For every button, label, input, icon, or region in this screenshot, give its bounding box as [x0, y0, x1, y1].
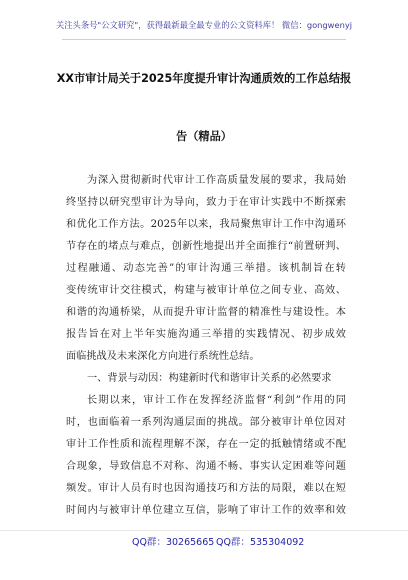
body-line: 时间内与被审计单位建立互信，影响了审计工作的效率和效 [66, 505, 346, 516]
banner-divider [62, 39, 346, 40]
body-line: 节存在的堵点与难点，创新性地提出并全面推行“前置研判、 [66, 241, 346, 252]
footer-qq-group-1: QQ群：30265665 [132, 537, 215, 548]
body-line: 审计工作性质和流程理解不深，存在一定的抵触情绪或不配 [66, 439, 346, 450]
page-footer [0, 530, 408, 553]
banner-text: 关注头条号"公文研究"，获得最新最全最专业的公文资料库！ 微信：gongwenyj [55, 20, 353, 30]
footer-qq-group-2: QQ群：535304092 [216, 537, 305, 548]
top-banner [0, 10, 408, 40]
body-line: 变传统审计交往模式，构建与被审计单位之间专业、高效、 [66, 285, 346, 296]
body-line: 终坚持以研究型审计为导向，致力于在审计实践中不断探索 [66, 197, 346, 208]
document-body [66, 170, 346, 522]
body-line: 和优化工作方法。2025年以来，我局聚焦审计工作中沟通环 [66, 219, 346, 230]
body-line: 长期以来，审计工作在发挥经济监督“利剑”作用的同 [87, 395, 346, 406]
document-title-continued: 告（精品） [176, 130, 232, 143]
body-line: 合现象，导致信息不对称、沟通不畅、事实认定困难等问题 [66, 461, 346, 472]
body-line: 过程融通、动态完善”的审计沟通三举措。该机制旨在转 [66, 263, 346, 274]
body-line: 时，也面临着一系列沟通层面的挑战。部分被审计单位因对 [66, 417, 346, 428]
document-title: XX市审计局关于2025年度提升审计沟通质效的工作总结报 [56, 72, 352, 85]
body-line: 为深入贯彻新时代审计工作高质量发展的要求，我局始 [87, 175, 346, 186]
body-line: 面临挑战及未来深化方向进行系统性总结。 [66, 351, 260, 362]
body-line: 报告旨在对上半年实施沟通三举措的实践情况、初步成效 [66, 329, 346, 340]
body-line: 频发。审计人员有时也因沟通技巧和方法的局限，难以在短 [66, 483, 346, 494]
body-line: 和谐的沟通桥梁，从而提升审计监督的精准性与建设性。本 [66, 307, 346, 318]
body-line: 一、背景与动因：构建新时代和谐审计关系的必然要求 [87, 373, 332, 384]
